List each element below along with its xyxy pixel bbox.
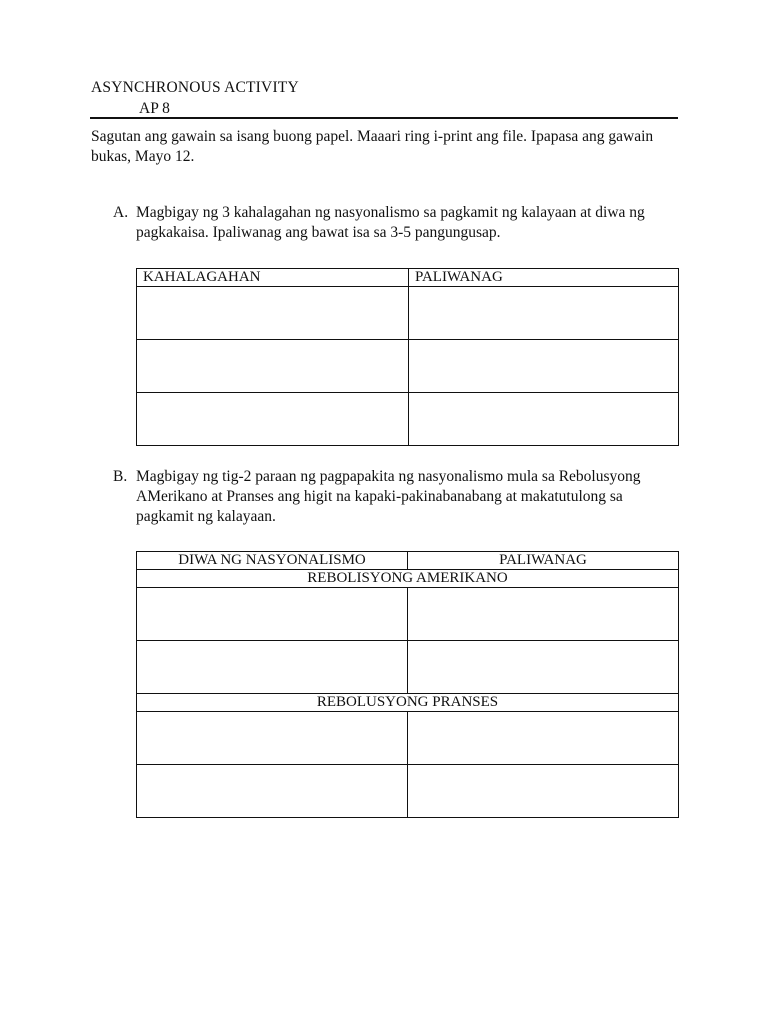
header-kahalagahan: KAHALAGAHAN xyxy=(137,269,409,287)
answer-cell[interactable] xyxy=(409,287,679,340)
section-a-letter: A. xyxy=(113,204,129,221)
answer-cell[interactable] xyxy=(137,287,409,340)
answer-cell[interactable] xyxy=(137,393,409,446)
header-diwa: DIWA NG NASYONALISMO xyxy=(137,552,408,570)
instructions-text: Sagutan ang gawain sa isang buong papel. Maaari ring i-print ang file. Ipapasa ang gawain bukas, Mayo 12. xyxy=(91,128,654,165)
group-label-amerikano: REBOLISYONG AMERIKANO xyxy=(137,570,679,588)
answer-cell[interactable] xyxy=(137,588,408,641)
header-paliwanag: PALIWANAG xyxy=(409,269,679,287)
answer-cell[interactable] xyxy=(408,765,679,818)
table-row xyxy=(137,287,679,340)
table-row xyxy=(137,765,679,818)
header-paliwanag: PALIWANAG xyxy=(408,552,679,570)
table-row xyxy=(137,340,679,393)
worksheet-title: ASYNCHRONOUS ACTIVITY xyxy=(91,79,299,96)
subject-label: AP 8 xyxy=(139,100,170,117)
section-a-prompt: Magbigay ng 3 kahalagahan ng nasyonalismo sa pagkamit ng kalayaan at diwa ng pagkakaisa. Ipaliwanag ang bawat isa sa 3-5 pangungusap. xyxy=(136,204,645,241)
section-b-letter: B. xyxy=(113,468,128,485)
table-header-row xyxy=(137,269,679,287)
section-b-table xyxy=(136,551,679,818)
table-row xyxy=(137,588,679,641)
answer-cell[interactable] xyxy=(137,712,408,765)
group-row-amerikano xyxy=(137,570,679,588)
table-row xyxy=(137,712,679,765)
table-header-row xyxy=(137,552,679,570)
group-row-pranses xyxy=(137,694,679,712)
header-divider xyxy=(90,117,678,119)
table-row xyxy=(137,393,679,446)
answer-cell[interactable] xyxy=(408,712,679,765)
answer-cell[interactable] xyxy=(408,641,679,694)
group-label-pranses: REBOLUSYONG PRANSES xyxy=(137,694,679,712)
section-b-prompt: Magbigay ng tig-2 paraan ng pagpapakita ng nasyonalismo mula sa Rebolusyong AMerikano at Pranses ang higit na kapaki-pakinabanabang at makatutulong sa pagkamit ng kalayaan. xyxy=(136,468,641,525)
section-a-table xyxy=(136,268,679,446)
answer-cell[interactable] xyxy=(409,393,679,446)
answer-cell[interactable] xyxy=(409,340,679,393)
answer-cell[interactable] xyxy=(137,765,408,818)
table-row xyxy=(137,641,679,694)
answer-cell[interactable] xyxy=(408,588,679,641)
answer-cell[interactable] xyxy=(137,340,409,393)
answer-cell[interactable] xyxy=(137,641,408,694)
